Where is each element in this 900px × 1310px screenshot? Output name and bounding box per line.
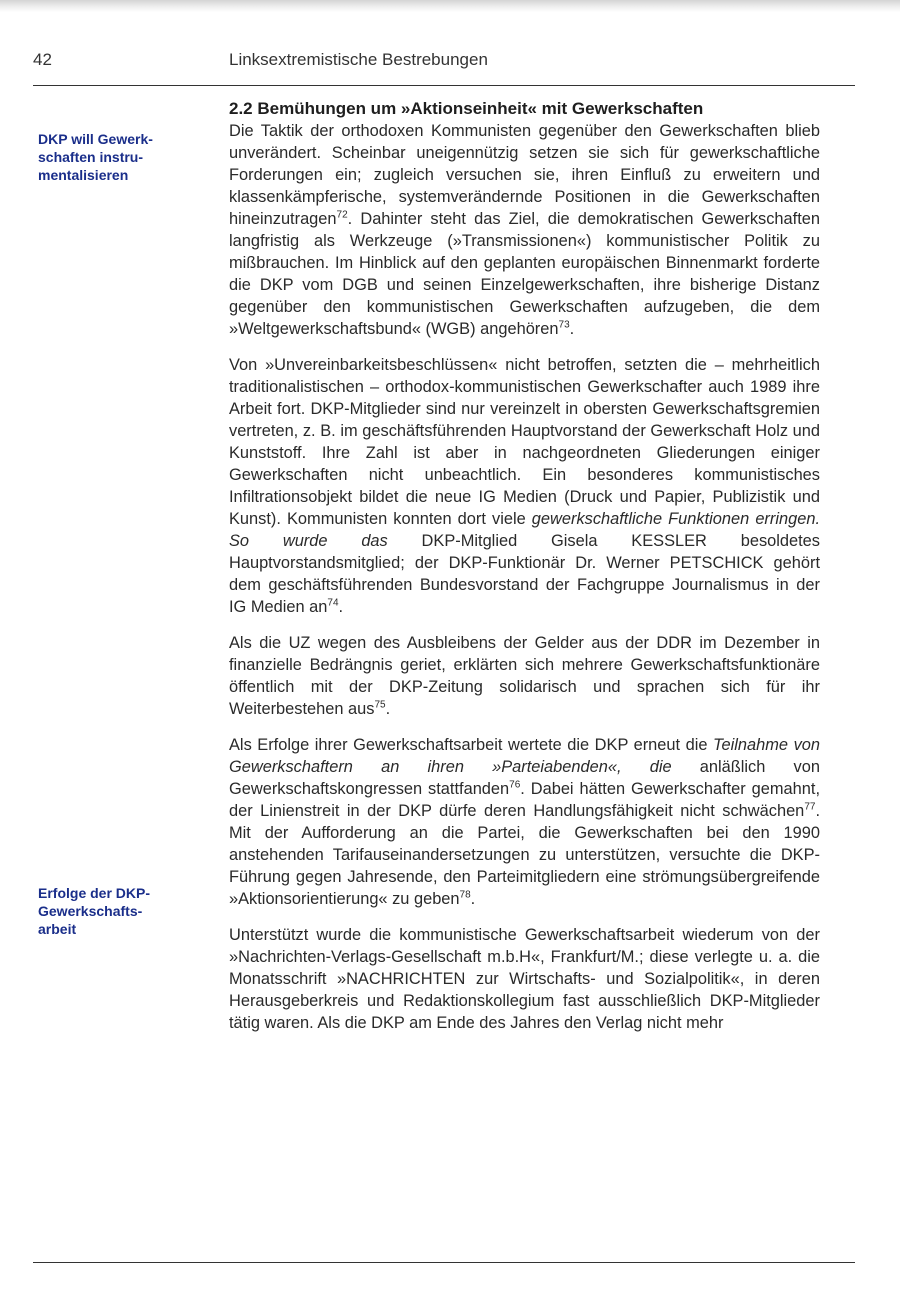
text-run: Die Taktik der orthodoxen Kommunisten gegenüber den Gewerkschaften blieb unverändert. Scheinbar uneigennützig setzen sie sich für gewerkschaftliche Forderungen ein; zugleich versuchen sie, ihren Einfluß zu erweitern und klassenkämpferische, systemverändernde Positionen in die Gewerkschaften hineinzutragen — [229, 122, 820, 228]
text-run: Von »Unvereinbarkeitsbeschlüssen« nicht betroffen, setzten die – mehrheitlich traditionalistischen – orthodox-kommunistischen Gewerkschafter auch 1989 ihre Arbeit fort. DKP-Mitglieder sind nur vereinzelt in obersten Gewerkschaftsgremien vertreten, z. B. im geschäftsführenden Hauptvorstand der Gewerkschaft Holz und Kunststoff. Ihre Zahl ist aber in nachgeordneten Gliederungen einiger Gewerkschaften nicht unbeachtlich. Ein besonderes kommunistisches Infiltrationsobjekt bildet die neue IG Medien (Druck und Papier, Publizistik und Kunst). Kommunisten konnten dort viele — [229, 356, 820, 528]
italic-run: gewerkschaftliche Funktionen erringen. So wurde das — [229, 510, 821, 550]
page-number: 42 — [33, 50, 52, 69]
footer-rule — [33, 1262, 855, 1263]
text-run: . — [385, 700, 391, 718]
section-heading: 2.2 Bemühungen um »Aktionseinheit« mit Gewerkschaften — [229, 99, 704, 118]
text-run: Als Erfolge ihrer Gewerkschaftsarbeit wertete die DKP erneut die — [229, 736, 714, 754]
scan-top-band — [0, 0, 900, 12]
footnote-ref: 75 — [374, 699, 386, 711]
text-run: . — [338, 598, 344, 616]
margin-note-2: Erfolge der DKP- Gewerkschafts- arbeit — [38, 885, 151, 937]
footnote-ref: 74 — [327, 597, 339, 609]
text-run: . Dabei hätten Gewerkschafter gemahnt, der Linienstreit in der DKP dürfe deren Handlungsfähigkeit nicht schwächen — [229, 780, 820, 820]
text-run: Unterstützt wurde die kommunistische Gewerkschaftsarbeit wiederum von der »Nachrichten-Verlags-Gesellschaft m.b.H«, Frankfurt/M.; diese verlegte u. a. die Monatsschrift »NACHRICHTEN zur Wirtschafts- und Sozialpolitik«, in deren Herausgeberkreis und Redaktionskollegium fast ausschließlich DKP-Mitglieder tätig waren. Als die DKP am Ende des Jahres den Verlag nicht mehr — [229, 926, 820, 1032]
text-run: Als die UZ wegen des Ausbleibens der Gelder aus der DDR im Dezember in finanzielle Bedrängnis geriet, erklärten sich mehrere Gewerkschaftsfunktionäre öffentlich mit der DKP-Zeitung solidarisch und sprachen sich für ihr Weiterbestehen aus — [229, 634, 820, 718]
margin-note-1: DKP will Gewerk- schaften instru- mentalisieren — [38, 131, 153, 183]
running-head: Linksextremistische Bestrebungen — [229, 50, 488, 69]
paragraph — [229, 924, 820, 1034]
italic-run: Teilnahme von Gewerkschaftern an ihren »Parteiabenden«, die — [229, 736, 820, 776]
paragraph — [229, 120, 820, 340]
footnote-ref: 73 — [558, 319, 570, 331]
text-run: . Dahinter steht das Ziel, die demokratischen Gewerkschaften langfristig als Werkzeuge (»Transmissionen«) kommunistischer Politik zu mißbrauchen. Im Hinblick auf den geplanten europäischen Binnenmarkt forderte die DKP vom DGB und seinen Einzelgewerkschaften, ihre bisherige Distanz gegenüber den kommunistischen Gewerkschaften aufzugeben, die dem »Weltgewerkschaftsbund« (WGB) angehören — [229, 210, 820, 338]
header-rule — [33, 85, 855, 86]
paragraph — [229, 734, 820, 910]
text-run: . — [470, 890, 476, 908]
paragraph — [229, 632, 820, 720]
text-run: anläßlich von Gewerkschaftskongressen stattfanden — [229, 758, 820, 798]
footnote-ref: 78 — [459, 889, 471, 901]
paragraph — [229, 354, 820, 618]
footnote-ref: 72 — [336, 209, 348, 221]
text-run: . — [569, 320, 575, 338]
main-text — [229, 98, 820, 1048]
text-run: DKP-Mitglied Gisela KESSLER besoldetes Hauptvorstandsmitglied; der DKP-Funktionär Dr. Werner PETSCHICK gehört dem geschäftsführenden Bundesvorstand der Fachgruppe Journalismus in der IG Medien an — [229, 532, 820, 616]
text-run: . Mit der Aufforderung an die Partei, die Gewerkschaften bei den 1990 anstehenden Tarifauseinandersetzungen zu unterstützen, versuchte die DKP-Führung gegen Jahresende, den Parteimitgliedern eine strömungsübergreifende »Aktionsorientierung« zu geben — [229, 802, 820, 908]
footnote-ref: 77 — [804, 801, 816, 813]
footnote-ref: 76 — [509, 779, 521, 791]
